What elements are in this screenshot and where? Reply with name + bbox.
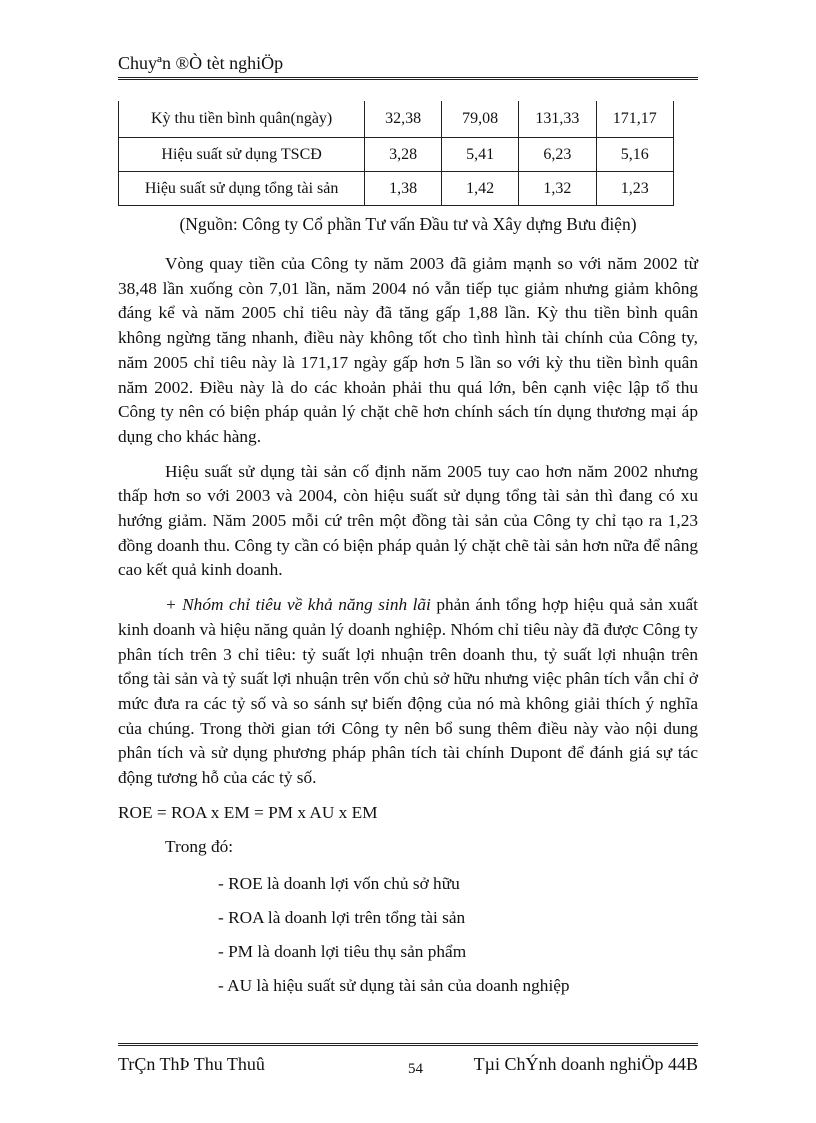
table-cell: 1,32 — [519, 172, 596, 206]
table-source-note: (Nguồn: Công ty Cổ phần Tư vấn Đầu tư và Xây dựng Bưu điện) — [179, 214, 637, 234]
table-cell: 5,41 — [442, 138, 519, 172]
where-label: Trong đó: — [165, 837, 234, 857]
table-cell: 79,08 — [442, 101, 519, 138]
table-cell: 1,23 — [596, 172, 673, 206]
list-item: - PM là doanh lợi tiêu thụ sản phẩm — [218, 942, 467, 962]
footer-author: TrÇn ThÞ Thu Thuû — [118, 1054, 265, 1074]
list-item: - AU là hiệu suất sử dụng tài sản của doanh nghiệp — [218, 976, 570, 996]
paragraph-lead: + Nhóm chỉ tiêu về khả năng sinh lãi — [165, 595, 431, 615]
paragraph-rest: phản ánh tổng hợp hiệu quả sản xuất kinh doanh và hiệu năng quản lý doanh nghiệp. Nhóm chỉ tiêu này đã được Công ty phân tích trên 3 chỉ tiêu: tỷ suất lợi nhuận trên doanh thu, tỷ suất lợi nhuận trên tổng tài sản và tỷ suất lợi nhuận trên vốn chủ sở hữu nhưng việc phân tích vẫn chỉ ở mức đưa ra các tỷ số và so sánh sự biến động của nó mà không giải thích ý nghĩa của chúng. Trong thời gian tới Công ty nên bổ sung thêm điều này vào nội dung phân tích và sử dụng phương pháp phân tích tài chính Dupont để đánh giá sự tác động tương hỗ của các tỷ số. — [118, 595, 698, 788]
list-item: - ROA là doanh lợi trên tổng tài sản — [218, 908, 466, 928]
table-cell: 32,38 — [365, 101, 442, 138]
definition-list — [118, 872, 698, 998]
list-item: - ROE là doanh lợi vốn chủ sở hữu — [218, 874, 460, 894]
row-label: Hiệu suất sử dụng tổng tài sản — [119, 172, 365, 206]
table-row — [119, 101, 674, 138]
row-label: Kỳ thu tiền bình quân(ngày) — [119, 101, 365, 138]
row-label: Hiệu suất sử dụng TSCĐ — [119, 138, 365, 172]
table-row — [119, 138, 674, 172]
dupont-formula: ROE = ROA x EM = PM x AU x EM — [118, 802, 378, 822]
financial-ratio-table — [118, 101, 674, 206]
table-cell: 6,23 — [519, 138, 596, 172]
header-title: Chuyªn ®Ò tèt nghiÖp — [118, 53, 284, 73]
table-row — [119, 172, 674, 206]
page-footer — [118, 1043, 698, 1077]
page-number: 54 — [408, 1061, 423, 1077]
paragraph — [118, 593, 698, 791]
body-text — [118, 252, 698, 1008]
footer-class: Tµi ChÝnh doanh nghiÖp 44B — [473, 1054, 698, 1074]
table-cell: 171,17 — [596, 101, 673, 138]
table-cell: 5,16 — [596, 138, 673, 172]
table-cell: 131,33 — [519, 101, 596, 138]
table-cell: 3,28 — [365, 138, 442, 172]
table-cell: 1,42 — [442, 172, 519, 206]
table-cell: 1,38 — [365, 172, 442, 206]
page-header — [118, 52, 698, 80]
paragraph: Vòng quay tiền của Công ty năm 2003 đã giảm mạnh so với năm 2002 từ 38,48 lần xuống còn 7,01 lần, năm 2004 nó vẫn tiếp tục giảm nhưng giảm không đáng kể và năm 2005 chỉ tiêu này đã tăng gấp 1,88 lần. Kỳ thu tiền bình quân không ngừng tăng nhanh, điều này không tốt cho tình hình tài chính của Công ty, năm 2005 chỉ tiêu này là 171,17 ngày gấp hơn 5 lần so với kỳ thu tiền bình quân năm 2002. Điều này là do các khoản phải thu quá lớn, bên cạnh việc lập tổ thu Công ty nên có biện pháp quản lý chặt chẽ hơn chính sách tín dụng thương mại áp dụng cho khác hàng. — [118, 254, 698, 446]
paragraph: Hiệu suất sử dụng tài sản cố định năm 2005 tuy cao hơn năm 2002 nhưng thấp hơn so với 2003 và 2004, còn hiệu suất sử dụng tổng tài sản thì đang có xu hướng giảm. Năm 2005 mỗi cứ trên một đồng tài sản của Công ty chỉ tạo ra 1,23 đồng doanh thu. Công ty cần có biện pháp quản lý chặt chẽ tài sản hơn nữa để nâng cao kết quả kinh doanh. — [118, 461, 698, 580]
